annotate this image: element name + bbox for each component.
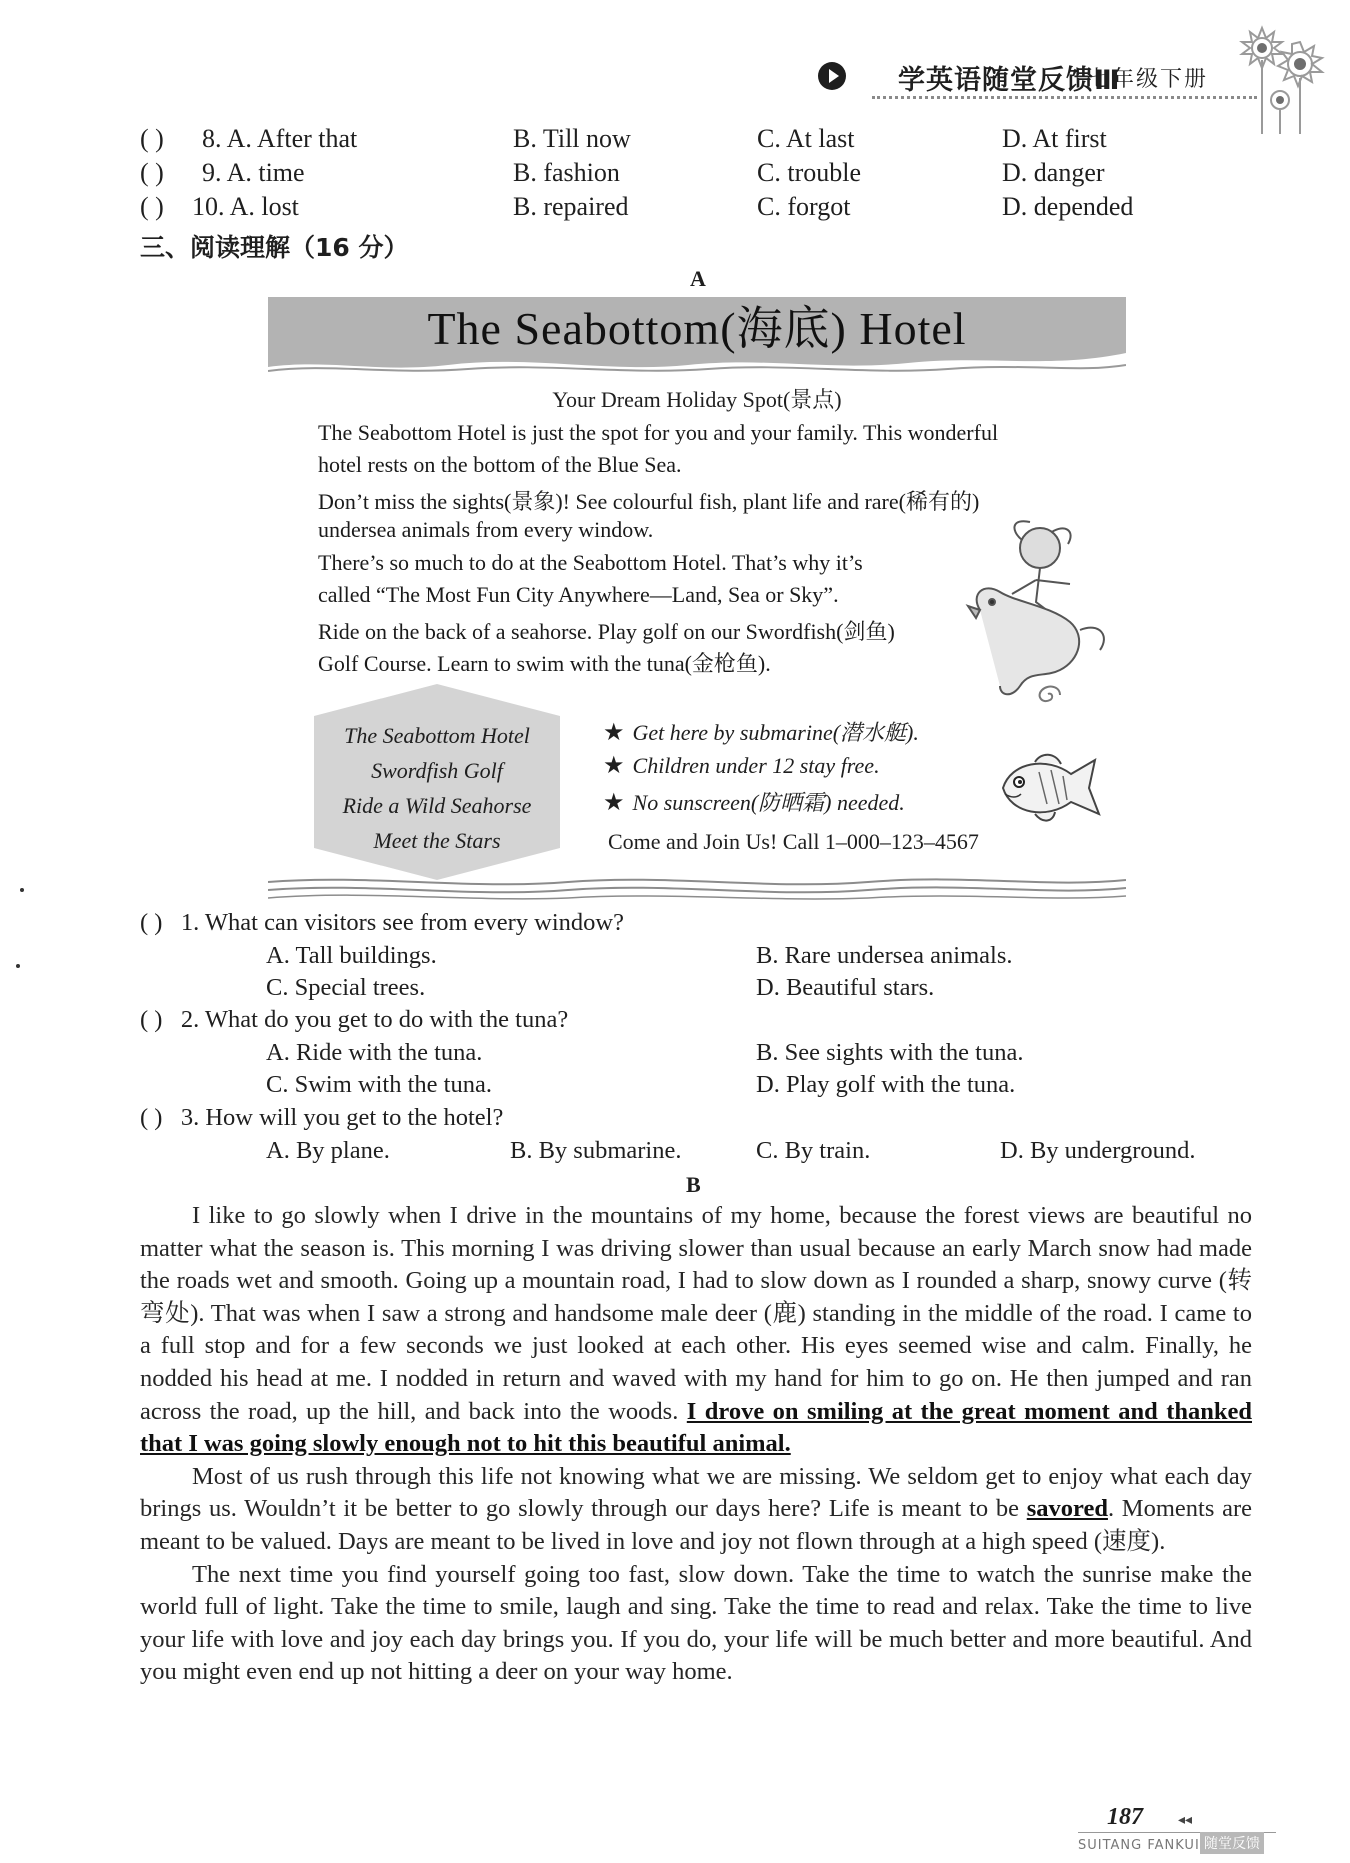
question-3-option-c: C. By train. bbox=[756, 1137, 871, 1164]
question-2 bbox=[140, 1006, 568, 1034]
question-3-option-a: A. By plane. bbox=[266, 1137, 390, 1164]
ad-text-line: Golf Course. Learn to swim with the tuna(金枪鱼). bbox=[318, 651, 771, 676]
passage-b-paragraph-2: Most of us rush through this life not knowing what we are missing. We seldom get to enjoy what each day brings us. Wouldn’t it be better to go slowly through our days here? Life is meant to be savored. Moments are meant to be valued. Days are meant to be lived in love and joy not flown through at a high speed (速度). bbox=[140, 1462, 1252, 1555]
feature-box-line: Ride a Wild Seahorse bbox=[342, 793, 532, 818]
question-2-option-c: C. Swim with the tuna. bbox=[266, 1071, 492, 1098]
option-d: D. At first bbox=[1002, 124, 1107, 153]
answer-paren: ( ) bbox=[140, 158, 164, 187]
star-icon: ★ bbox=[603, 753, 625, 779]
passage-b-paragraph-3: The next time you find yourself going too fast, slow down. Take the time to watch the sunrise make the world full of light. Take the time to smile, laugh and sing. Take the time to read and relax. Take the time to live your life with love and joy each day brings you. If you do, your life will be much better and more beautiful. And you might even end up not hitting a deer on your way home. bbox=[140, 1560, 1252, 1686]
question-3-option-b: B. By submarine. bbox=[510, 1137, 682, 1164]
question-3 bbox=[140, 1104, 503, 1132]
passage-b-body bbox=[140, 1200, 1252, 1689]
option-a: 8. A. After that bbox=[202, 124, 358, 153]
option-a: 9. A. time bbox=[202, 158, 305, 187]
option-c: C. At last bbox=[757, 124, 855, 153]
play-icon bbox=[818, 62, 846, 90]
option-a: 10. A. lost bbox=[192, 192, 299, 221]
passage-b-paragraph-1: I like to go slowly when I drive in the mountains of my home, because the forest views are beautiful no matter what the season is. This morning I was driving slower than usual because an early March snow had made the roads wet and smooth. Going up a mountain road, I had to slow down as I rounded a sharp, snowy curve (转弯处). That was when I saw a strong and handsome male deer (鹿) standing in the middle of the road. I came to a full stop and for a few seconds we just looked at each other. His eyes seemed wise and calm. Finally, he nodded his head at me. I nodded in return and waved with my hand for him to go on. He then jumped and ran across the road, up the hill, and back into the woods. I drove on smiling at the great moment and thanked that I was going slowly enough not to hit this beautiful animal. bbox=[140, 1202, 1252, 1458]
answer-paren: ( ) bbox=[140, 192, 164, 221]
feature-box-line: Swordfish Golf bbox=[371, 758, 503, 783]
footer-brand-cn: 随堂反馈 bbox=[1200, 1832, 1264, 1854]
bullet-item: ★ No sunscreen(防晒霜) needed. bbox=[603, 790, 905, 816]
bullet-item: ★ Children under 12 stay free. bbox=[603, 753, 880, 779]
option-b: B. Till now bbox=[513, 124, 631, 153]
question-1-option-c: C. Special trees. bbox=[266, 974, 426, 1001]
section-title: 三、阅读理解（16 分） bbox=[140, 233, 409, 262]
wave-divider bbox=[268, 872, 1126, 902]
star-icon: ★ bbox=[603, 790, 625, 816]
passage-a-label: A bbox=[690, 266, 706, 291]
ad-text-line: hotel rests on the bottom of the Blue Sea. bbox=[318, 452, 682, 477]
header-subtitle: 七年级下册 bbox=[1088, 67, 1209, 92]
ad-text-line: called “The Most Fun City Anywhere—Land, Sea or Sky”. bbox=[318, 582, 839, 607]
highlighted-word: savored bbox=[1026, 1495, 1108, 1523]
question-1-option-b: B. Rare undersea animals. bbox=[756, 942, 1013, 969]
question-3-option-d: D. By underground. bbox=[1000, 1137, 1196, 1164]
passage-a-title: The Seabottom(海底) Hotel bbox=[427, 303, 967, 354]
feature-box-line: Meet the Stars bbox=[373, 828, 501, 853]
question-2-option-d: D. Play golf with the tuna. bbox=[756, 1071, 1016, 1098]
feature-box-line: The Seabottom Hotel bbox=[344, 723, 530, 748]
answer-paren: ( ) bbox=[140, 1006, 163, 1033]
fish-icon bbox=[995, 748, 1107, 828]
question-text: 1. What can visitors see from every window? bbox=[180, 909, 624, 936]
header-divider bbox=[872, 96, 1257, 99]
ad-text-line: Don’t miss the sights(景象)! See colourful fish, plant life and rare(稀有的) bbox=[318, 489, 980, 514]
option-c: C. trouble bbox=[757, 158, 861, 187]
option-b: B. repaired bbox=[513, 192, 629, 221]
header-title: 学英语随堂反馈Ⅲ bbox=[898, 65, 1121, 96]
ad-text-line: undersea animals from every window. bbox=[318, 517, 654, 542]
option-c: C. forgot bbox=[757, 192, 851, 221]
option-d: D. danger bbox=[1002, 158, 1105, 187]
ad-text-line: The Seabottom Hotel is just the spot for you and your family. This wonderful bbox=[318, 420, 999, 445]
question-2-option-b: B. See sights with the tuna. bbox=[756, 1039, 1024, 1066]
question-1-option-a: A. Tall buildings. bbox=[266, 942, 437, 969]
arrow-left-icon: ◂◂ bbox=[1178, 1813, 1193, 1828]
bullet-item: ★ Get here by submarine(潜水艇). bbox=[603, 720, 919, 746]
question-text: 2. What do you get to do with the tuna? bbox=[180, 1006, 569, 1033]
passage-a-slogan: Your Dream Holiday Spot(景点) bbox=[552, 387, 842, 412]
ad-text-line: There’s so much to do at the Seabottom Hotel. That’s why it’s bbox=[318, 550, 863, 575]
ad-text-line: Ride on the back of a seahorse. Play golf on our Swordfish(剑鱼) bbox=[318, 619, 895, 644]
answer-paren: ( ) bbox=[140, 909, 163, 936]
scan-mark bbox=[16, 964, 20, 968]
scan-mark bbox=[20, 888, 24, 892]
swirl-decoration-icon bbox=[1020, 680, 1070, 710]
answer-paren: ( ) bbox=[140, 1104, 163, 1131]
page-number: 187 bbox=[1107, 1804, 1143, 1830]
question-1-option-d: D. Beautiful stars. bbox=[756, 974, 935, 1001]
footer-brand-en: SUITANG FANKUI bbox=[1078, 1838, 1200, 1853]
question-1 bbox=[140, 909, 624, 937]
highlighted-sentence: I drove on smiling at the great moment and thanked that I was going slowly enough not to hit this beautiful animal. bbox=[140, 1397, 1252, 1458]
sunflower-decoration-icon bbox=[1222, 16, 1342, 136]
star-icon: ★ bbox=[603, 720, 625, 746]
option-b: B. fashion bbox=[513, 158, 620, 187]
option-d: D. depended bbox=[1002, 192, 1134, 221]
call-to-action: Come and Join Us! Call 1–000–123–4567 bbox=[608, 829, 979, 854]
question-text: 3. How will you get to the hotel? bbox=[180, 1104, 504, 1131]
passage-b-label: B bbox=[686, 1172, 701, 1197]
answer-paren: ( ) bbox=[140, 124, 164, 153]
question-2-option-a: A. Ride with the tuna. bbox=[266, 1039, 483, 1066]
